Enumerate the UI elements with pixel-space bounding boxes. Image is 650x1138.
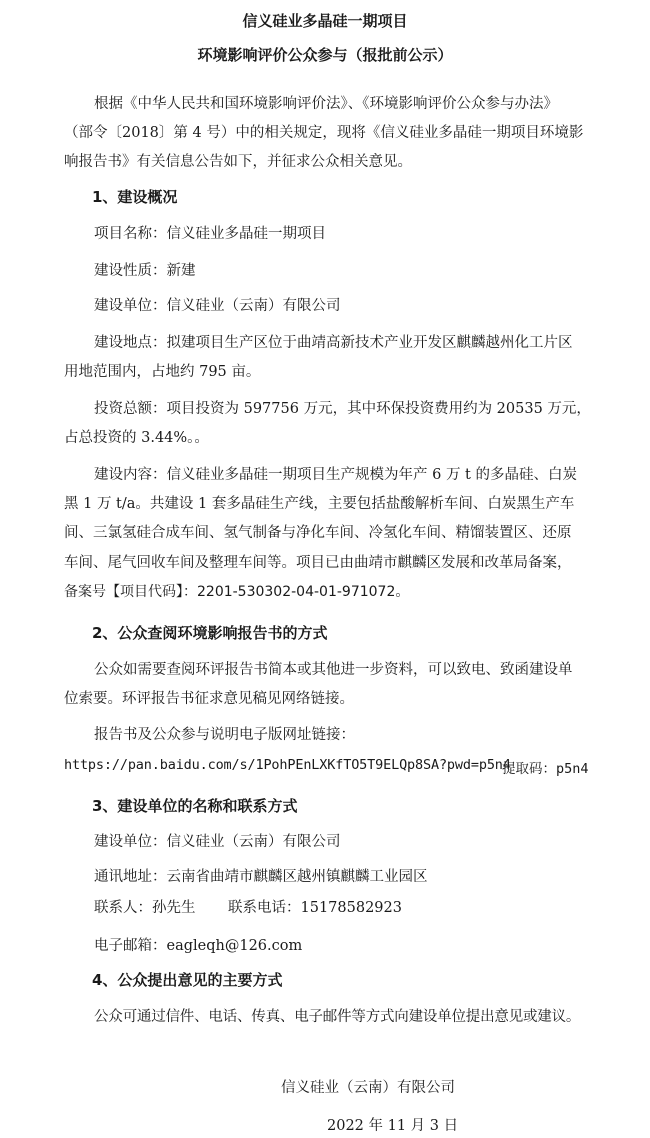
section-3-heading: 3、建设单位的名称和联系方式: [92, 797, 298, 815]
content-line-2: 黑 1 万 t/a。共建设 1 套多晶硅生产线，主要包括盐酸解析车间、白炭黑生产车: [64, 496, 575, 512]
intro-line-1: 根据《中华人民共和国环境影响评价法》、《环境影响评价公众参与办法》: [94, 96, 558, 112]
document-subtitle: 环境影响评价公众参与（报批前公示）: [197, 46, 453, 64]
contact-phone: 联系电话：15178582923: [228, 900, 402, 916]
project-name: 项目名称：信义硅业多晶硅一期项目: [94, 226, 326, 242]
signature-company: 信义硅业（云南）有限公司: [281, 1080, 455, 1096]
intro-line-2: （部令〔2018〕第 4 号）中的相关规定，现将《信义硅业多晶硅一期项目环境影: [64, 125, 584, 141]
contact-person: 联系人：孙先生: [94, 900, 196, 916]
investment-line-2: 占总投资的 3.44%。。: [64, 430, 209, 446]
section-4-heading: 4、公众提出意见的主要方式: [92, 971, 283, 989]
report-download-link[interactable]: https://pan.baidu.com/s/1PohPEnLXKfTO5T9ELQp8SA?pwd=p5n4: [64, 757, 511, 773]
intro-line-3: 响报告书》有关信息公告如下，并征求公众相关意见。: [64, 154, 412, 170]
contact-unit: 建设单位：信义硅业（云南）有限公司: [94, 834, 341, 850]
content-line-3: 间、三氯氢硅合成车间、氢气制备与净化车间、冷氢化车间、精馏装置区、还原: [64, 525, 572, 541]
location-line-2: 用地范围内，占地约 795 亩。: [64, 364, 261, 380]
construction-nature: 建设性质：新建: [94, 263, 196, 279]
link-label: 报告书及公众参与说明电子版网址链接：: [94, 727, 355, 743]
investment-line-1: 投资总额：项目投资为 597756 万元，其中环保投资费用约为 20535 万元，: [94, 401, 591, 417]
extract-code: 提取码：p5n4: [502, 761, 589, 777]
content-line-5: 备案号【项目代码】：2201-530302-04-01-971072。: [64, 584, 410, 600]
section-2-heading: 2、公众查阅环境影响报告书的方式: [92, 624, 328, 642]
signature-date: 2022 年 11 月 3 日: [327, 1118, 459, 1134]
content-line-4: 车间、尾气回收车间及整理车间等。项目已由曲靖市麒麟区发展和改革局备案，: [64, 555, 572, 571]
location-line-1: 建设地点：拟建项目生产区位于曲靖高新技术产业开发区麒麟越州化工片区: [94, 335, 573, 351]
document-title: 信义硅业多晶硅一期项目: [242, 12, 408, 30]
feedback-methods: 公众可通过信件、电话、传真、电子邮件等方式向建设单位提出意见或建议。: [94, 1009, 581, 1025]
section-1-heading: 1、建设概况: [92, 188, 178, 206]
construction-unit: 建设单位：信义硅业（云南）有限公司: [94, 298, 341, 314]
section-2-line-2: 位索要。环评报告书征求意见稿见网络链接。: [64, 691, 354, 707]
section-2-line-1: 公众如需要查阅环评报告书简本或其他进一步资料，可以致电、致函建设单: [94, 662, 573, 678]
content-line-1: 建设内容：信义硅业多晶硅一期项目生产规模为年产 6 万 t 的多晶硅、白炭: [94, 467, 577, 483]
contact-email: 电子邮箱：eagleqh@126.com: [94, 938, 303, 954]
contact-address: 通讯地址：云南省曲靖市麒麟区越州镇麒麟工业园区: [94, 869, 428, 885]
